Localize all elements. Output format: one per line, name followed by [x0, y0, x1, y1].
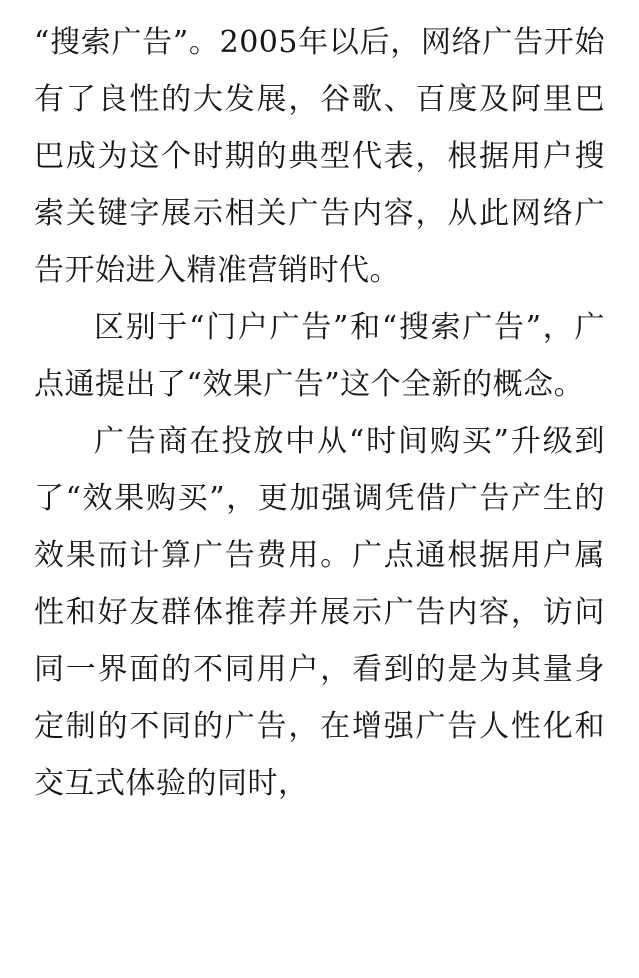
paragraph-2: 区别于“门户广告”和“搜索广告”，广点通提出了“效果广告”这个全新的概念。 [34, 310, 605, 402]
paragraph-3: 广告商在投放中从“时间购买”升级到了“效果购买”，更加强调凭借广告产生的效果而计算广告费用。广点通根据用户属性和好友群体推荐并展示广告内容，访问同一界面的不同用户，看到的是为其量身定制的不同的广告，在增强广告人性化和交互式体验的同时， [34, 424, 605, 801]
paragraph-1: “搜索广告”。2005年以后，网络广告开始有了良性的大发展，谷歌、百度及阿里巴巴成为这个时期的典型代表，根据用户搜索关键字展示相关广告内容，从此网络广告开始进入精准营销时代。 [34, 25, 605, 288]
